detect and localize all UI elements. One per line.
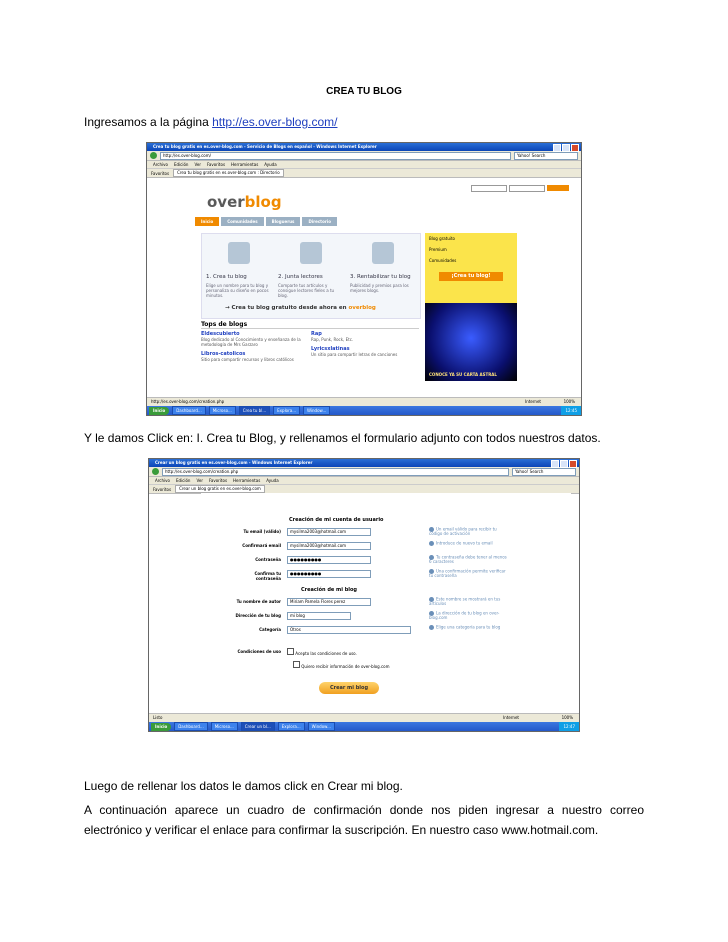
window-titlebar [149,459,579,467]
top-blogs [201,321,419,362]
status-bar [149,713,579,722]
task-button[interactable]: Crear un bl... [241,722,275,731]
create-blog-button[interactable]: ¡Crea tu blog! [439,272,503,281]
blog-address-hint-text: La dirección de tu blog en over-blog.com [429,610,500,620]
category-label: Categoría [259,627,281,632]
promo-item: Comunidades [429,258,457,263]
step-3-title: 3. Rentabilizar tu blog [350,274,411,280]
zodiac-ad[interactable] [425,303,517,381]
task-button[interactable]: Window... [308,722,335,731]
menu-edicion[interactable]: Edición [175,478,191,483]
menu-herramientas[interactable]: Herramientas [233,478,261,483]
paragraph-1 [84,112,337,132]
password-hint-text: Tu contraseña debe tener al menos 6 caracteres [429,554,507,564]
overblog-logo [207,193,282,211]
email-hint-text: Un email válido para recibir tu código de activación [429,526,497,536]
confirm-email-hint-text: Introduce de nuevo tu email [436,540,493,546]
step-1-title: 1. Crea tu blog [206,274,247,280]
task-button[interactable]: Dashboard... [172,406,206,415]
optin-checkbox[interactable] [293,661,300,668]
menu-archivo[interactable]: Archivo [155,478,170,483]
nav-inicio[interactable]: Inicio [195,217,219,226]
step-3[interactable] [350,242,416,312]
menu-favoritos[interactable]: Favoritos [208,478,228,483]
paragraph-4: A continuación aparece un cuadro de confirmación donde nos piden ingresar a nuestro correo electrónico y verificar el enlace para confirmar la suscripción. En nuestro caso www.hotmail.com. [84,803,644,837]
confirm-email-field[interactable]: mysilma2003@hotmail.com [287,542,371,550]
blog-address-field[interactable]: mi blog [287,612,351,620]
address-input[interactable]: http://es.over-blog.com/creation.php [162,468,509,476]
confirm-email-hint [429,541,509,546]
password-hint [429,555,509,565]
blog-link[interactable]: Libros-catolicos [201,351,246,357]
cta-text: Crea tu blog gratuito desde ahora en [231,305,349,311]
back-icon[interactable] [152,468,159,475]
blog-desc: Rap, Punk, Rock, Etc. [311,337,354,342]
author-label: Tu nombre de autor [236,599,281,604]
task-button[interactable]: Microso... [209,406,236,415]
address-input[interactable]: http://es.over-blog.com/ [160,152,511,160]
task-button[interactable]: Dashboard... [174,722,208,731]
status-zone: Internet [503,715,519,720]
password-field[interactable] [509,185,545,192]
zoom-level[interactable]: 100% [563,399,575,404]
category-hint [429,625,509,630]
minimize-icon[interactable] [551,460,559,468]
menu-ver[interactable]: Ver [196,478,203,483]
logo-part-b: blog [244,193,282,211]
favorites-bar [147,169,581,178]
blog-link[interactable]: Rap [311,331,322,337]
optin-text: Quiero recibir información de over-blog.com [301,664,390,669]
start-button[interactable]: Inicio [149,407,169,415]
blog-desc: Blog dedicado al Conocimiento y enseñanza de la metodología de Mrs Garzaro [201,337,301,347]
search-input[interactable]: Yahoo! Search [512,468,576,476]
close-icon[interactable] [571,144,579,152]
logo-part-a: over [207,193,245,211]
email-hint [429,527,509,537]
menu-herramientas[interactable]: Herramientas [231,162,259,167]
blog-link[interactable]: Lyricsxlatinas [311,346,350,352]
document-title: CREA TU BLOG [326,86,402,97]
task-button[interactable]: Explora... [278,722,305,731]
status-zone: Internet [525,399,541,404]
maximize-icon[interactable] [562,144,570,152]
close-icon[interactable] [569,460,577,468]
step-2-desc: Comparte tus artículos y consigue lectores fieles a tu blog. [278,283,335,298]
paragraph-2: Y le damos Click en: I. Crea tu Blog, y rellenamos el formulario adjunto con todos nuestros datos. [84,431,601,445]
login-button[interactable] [547,185,569,191]
blog-address-hint [429,611,509,621]
password-field[interactable]: ●●●●●●●●● [287,556,371,564]
task-button[interactable]: Microso... [211,722,238,731]
task-button[interactable]: Explora... [273,406,300,415]
blogs-left-column [201,331,301,362]
author-field[interactable]: Miriam Pamela Flores perez [287,598,371,606]
nav-comunidades[interactable]: Comunidades [221,217,263,226]
terms-text: Acepto las condiciones de uso. [295,651,357,656]
money-icon [372,242,394,264]
address-bar [147,151,581,161]
clock: 12:47 [559,722,579,731]
promo-item: Blog gratuito [429,236,455,241]
window-titlebar [147,143,581,151]
email-label: Tu email (válido) [243,529,281,534]
menu-favoritos[interactable]: Favoritos [206,162,226,167]
confirm-email-label: Confirmará email [242,543,281,548]
address-bar [149,467,579,477]
blog-desc: Un sitio para compartir letras de canciones [311,352,398,357]
password-label: Contraseña [255,557,281,562]
task-button[interactable]: Window... [303,406,330,415]
menu-edicion[interactable]: Edición [173,162,189,167]
blog-heading: Creación de mi blog [301,587,357,593]
category-select[interactable]: Otros [287,626,411,634]
nav-directorio[interactable]: Directorio [302,217,337,226]
taskbar [147,406,581,415]
overblog-page [195,183,579,403]
browser-tab[interactable]: Crea tu blog gratis en es.over-blog.com : Directorio [173,169,284,177]
promo-item: Premium [429,247,447,252]
create-blog-cta[interactable]: → Crea tu blog gratuito desde ahora en overblog [225,305,376,311]
author-hint [429,597,509,607]
nav-bloguerus[interactable]: Bloguerus [266,217,301,226]
login-bar [471,185,569,192]
screenshot-overblog-home [146,142,582,416]
registration-form [201,493,571,719]
menu-bar [147,161,581,169]
clock: 12:45 [561,406,581,415]
start-button[interactable]: Inicio [151,723,171,731]
zoom-level[interactable]: 100% [561,715,573,720]
email-field[interactable]: mysilma2003@hotmail.com [287,528,371,536]
confirm-password-hint [429,569,509,579]
maximize-icon[interactable] [560,460,568,468]
people-icon [300,242,322,264]
site-nav [195,217,565,226]
taskbar [149,722,579,731]
top-blogs-title: Tops de blogs [201,321,419,329]
overblog-link[interactable]: http://es.over-blog.com/ [212,115,338,129]
step-2-title: 2. Junta lectores [278,274,323,280]
blog-link[interactable]: Eldescubierto [201,331,240,337]
paragraph-3: Luego de rellenar los datos le damos click en Crear mi blog. [84,779,403,793]
blog-address-label: Dirección de tu blog [235,613,281,618]
favorites-button[interactable]: Favoritos [151,170,170,176]
confirm-password-field[interactable]: ●●●●●●●●● [287,570,371,578]
info-icon [429,625,434,630]
status-bar [147,397,581,406]
optin-row [293,661,403,669]
favorites-button[interactable]: Favoritos [153,486,172,492]
login-field[interactable] [471,185,507,192]
computer-icon [228,242,250,264]
search-input[interactable]: Yahoo! Search [514,152,578,160]
menu-ayuda[interactable]: Ayuda [266,478,279,483]
category-hint-text: Elige una categoría para tu blog [436,624,501,630]
window-title: Crea tu blog gratis en es.over-blog.com - Servicio de Blogs en español - Windows Internet Explorer [153,144,377,149]
window-title: Crear un blog gratis en es.over-blog.com - Windows Internet Explorer [155,460,313,465]
status-text: http://es.over-blog.com/creation.php [151,399,225,404]
info-icon [429,541,434,546]
screenshot-registration-form [148,458,580,732]
blog-desc: Sitio para compartir recursos y libros católicos [201,357,294,362]
account-heading: Creación de mi cuenta de usuario [289,517,384,523]
cta-brand: overblog [348,305,376,311]
step-3-desc: Publicidad y premios para los mejores blogs. [350,283,409,293]
step-1[interactable] [206,242,272,312]
terms-row [287,648,357,656]
task-button[interactable]: Crea tu bl... [239,406,270,415]
terms-checkbox[interactable] [287,648,294,655]
browser-tab[interactable]: Crear un blog gratis en es.over-blog.com [175,485,265,493]
create-blog-button[interactable]: Crear mi blog [319,682,379,694]
menu-ver[interactable]: Ver [194,162,201,167]
menu-ayuda[interactable]: Ayuda [264,162,277,167]
confirm-password-hint-text: Una confirmación permite verificar tu contraseña [429,568,506,578]
blogs-right-column [311,331,411,357]
confirm-password-label: Confirma tu contraseña [254,571,281,581]
back-icon[interactable] [150,152,157,159]
status-text: Listo [153,715,163,720]
menu-bar [149,477,579,485]
minimize-icon[interactable] [553,144,561,152]
zodiac-ad-text: CONOCE YA SU CARTA ASTRAL [429,372,497,377]
paragraph-1-text: Ingresamos a la página [84,115,213,129]
author-hint-text: Este nombre se mostrará en tus artículos [429,596,501,606]
menu-archivo[interactable]: Archivo [153,162,168,167]
step-2[interactable] [278,242,344,312]
terms-label: Condiciones de uso [237,649,281,654]
step-1-desc: Elige un nombre para tu blog y personaliza su diseño en pocos minutos. [206,283,269,298]
